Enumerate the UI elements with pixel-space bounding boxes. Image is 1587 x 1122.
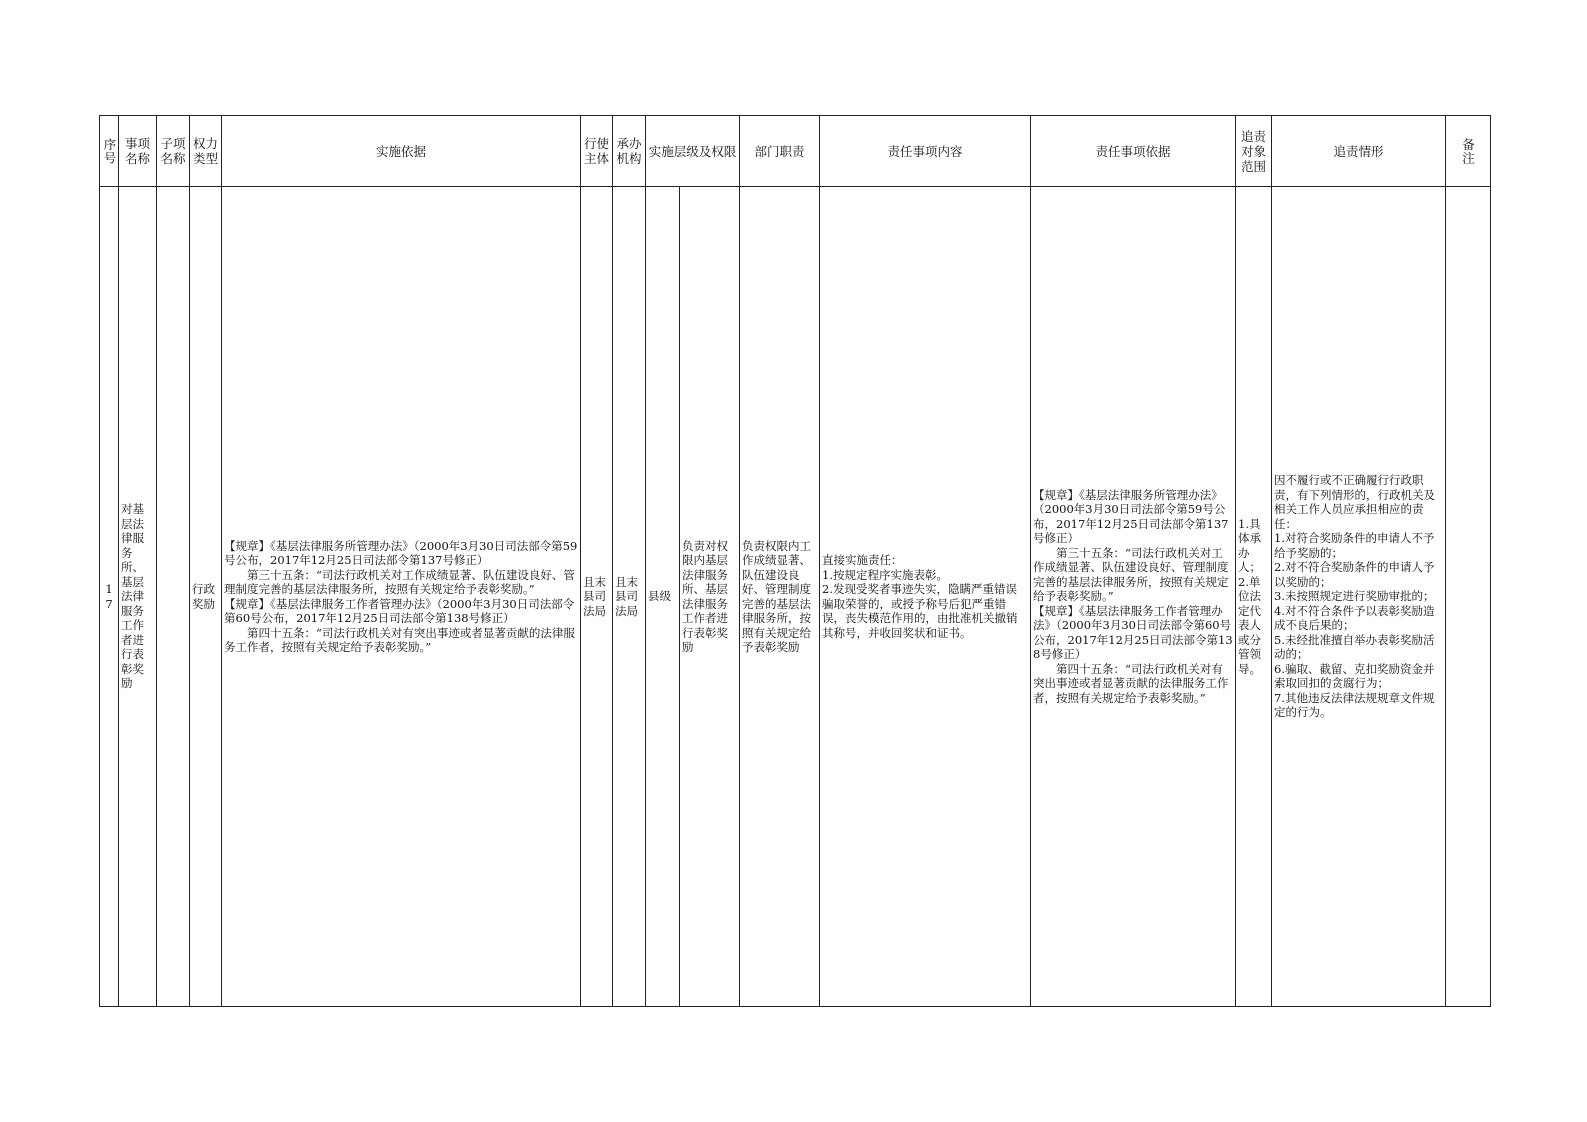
cell-seq: 17 xyxy=(100,187,119,1007)
cell-level-detail: 负责对权限内基层法律服务所、基层法律服务工作者进行表彰奖励 xyxy=(680,187,740,1007)
basis-para-1: 【规章】《基层法律服务所管理办法》（2000年3月30日司法部令第59号公布，2017年12月25日司法部令第137号修正） xyxy=(224,538,578,567)
cell-level: 县级 xyxy=(646,187,680,1007)
cell-item-name: 对基层法律服务所、基层法律服务工作者进行表彰奖励 xyxy=(119,187,157,1007)
resp-basis-para-2: 第三十五条：“司法行政机关对工作成绩显著、队伍建设良好、管理制度完善的基层法律服务所，按照有关规定给予表彰奖励。” xyxy=(1033,545,1229,604)
header-circumstance: 追责情形 xyxy=(1272,116,1446,187)
header-resp-content: 责任事项内容 xyxy=(820,116,1031,187)
header-sub-name: 子项名称 xyxy=(157,116,190,187)
resp-basis-para-3: 【规章】《基层法律服务工作者管理办法》（2000年3月30日司法部令第60号公布，2017年12月25日司法部令第138号修正） xyxy=(1033,603,1233,662)
basis-para-4: 第四十五条：“司法行政机关对有突出事迹或者显著贡献的法律服务工作者，按照有关规定给予表彰奖励。” xyxy=(224,625,575,654)
header-basis: 实施依据 xyxy=(222,116,581,187)
resp-basis-para-1: 【规章】《基层法律服务所管理办法》（2000年3月30日司法部令第59号公布，2017年12月25日司法部令第137号修正） xyxy=(1033,487,1229,546)
resp-basis-para-4: 第四十五条：“司法行政机关对有突出事迹或者显著贡献的法律服务工作者，按照有关规定给予表彰奖励。” xyxy=(1033,661,1229,705)
basis-para-3: 【规章】《基层法律服务工作者管理办法》（2000年3月30日司法部令第60号公布，2017年12月25日司法部令第138号修正） xyxy=(224,596,575,625)
cell-org: 且末县司法局 xyxy=(613,187,646,1007)
table-row xyxy=(100,187,1491,1007)
header-resp-basis: 责任事项依据 xyxy=(1031,116,1236,187)
header-power-type: 权力类型 xyxy=(190,116,222,187)
basis-para-2: 第三十五条：“司法行政机关对工作成绩显著、队伍建设良好、管理制度完善的基层法律服务所，按照有关规定给予表彰奖励。” xyxy=(224,567,575,596)
cell-subject: 且末县司法局 xyxy=(581,187,613,1007)
header-subject: 行使主体 xyxy=(581,116,613,187)
cell-scope: 1.具体承办人； 2.单位法定代表人或分管领导。 xyxy=(1236,187,1272,1007)
header-org: 承办机构 xyxy=(613,116,646,187)
cell-resp-content: 直接实施责任： 1.按规定程序实施表彰。 2.发现受奖者事迹失实，隐瞒严重错误骗取荣誉的，或授予称号后犯严重错误，丧失模范作用的，由批准机关撤销其称号，并收回奖状和证书。 xyxy=(820,187,1031,1007)
cell-power-type: 行政奖励 xyxy=(190,187,222,1007)
cell-circumstance: 因不履行或不正确履行行政职责，有下列情形的，行政机关及相关工作人员应承担相应的责任： 1.对符合奖励条件的申请人不予给予奖励的； 2.对不符合奖励条件的申请人予以奖励的； 3.未按照规定进行奖励审批的； 4.对不符合条件予以表彰奖励造成不良后果的； 5.未经批准擅自举办表彰奖励活动的； 6.骗取、截留、克扣奖励资金并索取回扣的贪腐行为； 7.其他违反法律法规规章文件规定的行为。 xyxy=(1272,187,1446,1007)
header-row xyxy=(100,116,1491,187)
cell-duty: 负责权限内工作成绩显著、队伍建设良好、管理制度完善的基层法律服务所，按照有关规定给予表彰奖励 xyxy=(740,187,820,1007)
header-seq: 序号 xyxy=(100,116,119,187)
header-level: 实施层级及权限 xyxy=(646,116,740,187)
header-item-name: 事项名称 xyxy=(119,116,157,187)
responsibility-table xyxy=(99,115,1491,1007)
cell-resp-basis xyxy=(1031,187,1236,1007)
cell-sub-name xyxy=(157,187,190,1007)
header-duty: 部门职责 xyxy=(740,116,820,187)
cell-basis xyxy=(222,187,581,1007)
header-remark: 备注 xyxy=(1446,116,1491,187)
cell-remark xyxy=(1446,187,1491,1007)
header-scope: 追责对象范围 xyxy=(1236,116,1272,187)
